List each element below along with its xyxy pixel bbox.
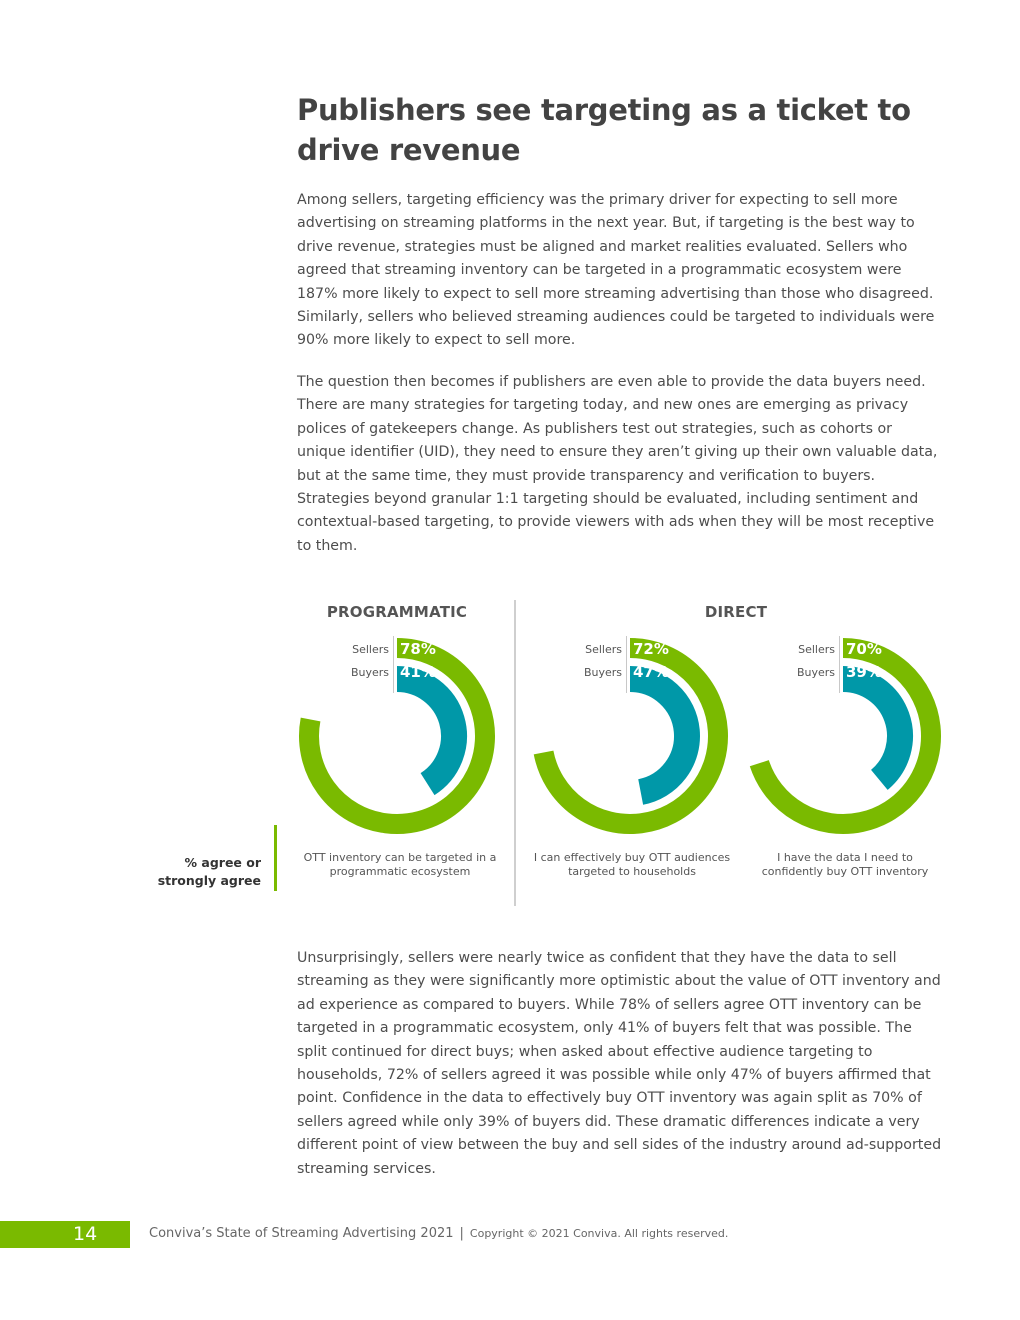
- chart-caption: I can effectively buy OTT audiences targeted to households: [533, 851, 731, 878]
- footer: [149, 1225, 728, 1243]
- sellers-series-label: Sellers: [352, 643, 389, 656]
- sellers-value-label: 78%: [400, 640, 436, 658]
- group-heading-programmatic: PROGRAMMATIC: [326, 603, 468, 621]
- group-heading-direct: DIRECT: [704, 603, 768, 621]
- footer-separator: |: [459, 1226, 464, 1241]
- strategy-paragraph: The question then becomes if publishers are even able to provide the data buyers need. There are many strategies for targeting today, and new ones are emerging as privacy polices of gatekeepers change. As publishers test out strategies, such as cohorts or unique identifier (UID), they need to ensure they aren’t giving up their own valuable data, but at the same time, they must provide transparency and verification to buyers. Strategies beyond granular 1:1 targeting should be evaluated, including sentiment and contextual-based targeting, to provide viewers with ads when they will be most receptive to them.: [297, 374, 938, 554]
- buyers-arc: [843, 679, 900, 780]
- buyers-value-label: 39%: [846, 663, 882, 681]
- page-number: 14: [73, 1223, 98, 1245]
- sellers-series-label: Sellers: [798, 643, 835, 656]
- buyers-series-label: Buyers: [583, 666, 622, 679]
- page-title: Publishers see targeting as a ticket to drive revenue: [297, 93, 911, 167]
- measure-label: % agree or strongly agree: [157, 855, 261, 888]
- chart-caption: OTT inventory can be targeted in a programmatic ecosystem: [303, 851, 497, 878]
- footer-copyright: Copyright © 2021 Conviva. All rights reserved.: [469, 1227, 729, 1240]
- buyers-series-label: Buyers: [350, 666, 389, 679]
- buyers-value-label: 47%: [633, 663, 669, 681]
- sellers-value-label: 70%: [846, 640, 882, 658]
- sellers-value-label: 72%: [633, 640, 669, 658]
- buyers-arc: [397, 679, 454, 784]
- footer-title: Conviva’s State of Streaming Advertising 2021: [149, 1226, 454, 1241]
- sellers-series-label: Sellers: [585, 643, 622, 656]
- buyers-series-label: Buyers: [796, 666, 835, 679]
- page-number-tab: [0, 1221, 130, 1248]
- intro-paragraph: Among sellers, targeting efficiency was the primary driver for expecting to sell more advertising on streaming platforms in the next year. But, if targeting is the best way to drive revenue, strategies must be aligned and market realities evaluated. Sellers who agreed that streaming inventory can be targeted in a programmatic ecosystem were 187% more likely to expect to sell more streaming advertising than those who disagreed. Similarly, sellers who believed streaming audiences could be targeted to individuals were 90% more likely to expect to sell more.: [297, 192, 935, 349]
- buyers-value-label: 41%: [400, 663, 436, 681]
- donut-chart-direct-data: [676, 630, 956, 850]
- chart-caption: I have the data I need to confidently buy OTT inventory: [761, 851, 929, 878]
- findings-paragraph: Unsurprisingly, sellers were nearly twice as confident that they have the data to sell streaming as they were significantly more optimistic about the value of OTT inventory and ad experience as compared to buyers. While 78% of sellers agree OTT inventory can be targeted in a programmatic ecosystem, only 41% of buyers felt that was possible. The split continued for direct buys; when asked about effective audience targeting to households, 72% of sellers agreed it was possible while only 47% of buyers affirmed that point. Confidence in the data to effectively buy OTT inventory was again split as 70% of sellers agreed while only 39% of buyers did. These dramatic differences indicate a very different point of view between the buy and sell sides of the industry around ad-supported streaming services.: [297, 950, 942, 1177]
